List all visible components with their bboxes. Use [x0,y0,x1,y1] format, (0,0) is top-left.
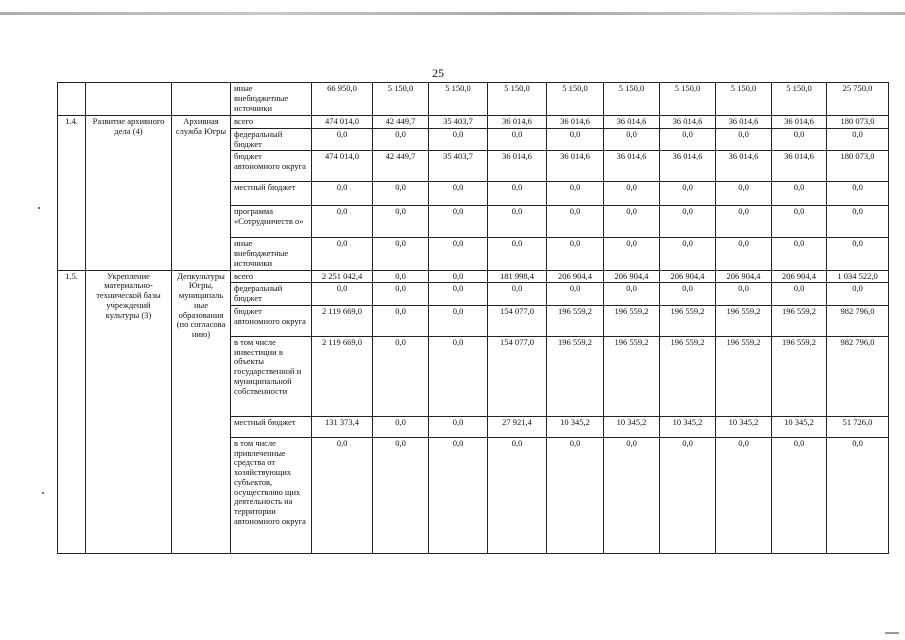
amount-cell: 196 559,2 [604,336,660,416]
amount-cell: 1 034 522,0 [827,270,889,283]
amount-cell: 5 150,0 [716,83,772,116]
amount-cell: 0,0 [429,128,488,151]
item-number: 1.5. [58,270,86,553]
amount-cell: 0,0 [547,437,604,553]
amount-cell: 35 403,7 [429,151,488,182]
amount-cell: 0,0 [429,305,488,336]
table-row [58,270,889,283]
amount-cell: 196 559,2 [716,305,772,336]
funding-source-label: иные внебюджетные источники [231,238,312,270]
amount-cell: 0,0 [604,182,660,206]
scan-corner-artifact [885,632,899,634]
amount-cell: 10 345,2 [772,416,827,437]
amount-cell: 474 014,0 [312,116,373,129]
amount-cell: 154 077,0 [488,336,547,416]
amount-cell: 0,0 [604,238,660,270]
amount-cell: 5 150,0 [547,83,604,116]
amount-cell: 131 373,4 [312,416,373,437]
amount-cell: 36 014,6 [547,151,604,182]
empty-cell [58,83,86,116]
amount-cell: 10 345,2 [716,416,772,437]
amount-cell: 5 150,0 [604,83,660,116]
amount-cell: 25 750,0 [827,83,889,116]
amount-cell: 0,0 [429,283,488,306]
amount-cell: 0,0 [827,437,889,553]
amount-cell: 0,0 [488,206,547,238]
amount-cell: 5 150,0 [660,83,716,116]
amount-cell: 5 150,0 [373,83,429,116]
amount-cell: 0,0 [312,437,373,553]
amount-cell: 0,0 [547,206,604,238]
amount-cell: 0,0 [312,128,373,151]
amount-cell: 180 073,0 [827,116,889,129]
amount-cell: 0,0 [547,283,604,306]
amount-cell: 154 077,0 [488,305,547,336]
amount-cell: 474 014,0 [312,151,373,182]
amount-cell: 0,0 [373,416,429,437]
funding-source-label: в том числе инвестиции в объекты государственной и муниципальной собственности [231,336,312,416]
funding-source-label: бюджет автономного округа [231,151,312,182]
funding-source-label: всего [231,270,312,283]
amount-cell: 0,0 [429,206,488,238]
empty-cell [172,83,231,116]
amount-cell: 0,0 [660,283,716,306]
amount-cell: 180 073,0 [827,151,889,182]
amount-cell: 206 904,4 [716,270,772,283]
amount-cell: 0,0 [660,128,716,151]
amount-cell: 0,0 [373,437,429,553]
amount-cell: 196 559,2 [772,336,827,416]
amount-cell: 206 904,4 [604,270,660,283]
amount-cell: 36 014,6 [547,116,604,129]
amount-cell: 0,0 [429,416,488,437]
financing-table [57,82,889,554]
amount-cell: 0,0 [772,206,827,238]
amount-cell: 0,0 [547,128,604,151]
amount-cell: 0,0 [660,238,716,270]
amount-cell: 0,0 [827,238,889,270]
amount-cell: 196 559,2 [604,305,660,336]
amount-cell: 42 449,7 [373,151,429,182]
amount-cell: 0,0 [716,238,772,270]
amount-cell: 196 559,2 [547,336,604,416]
amount-cell: 0,0 [827,128,889,151]
empty-cell [86,83,172,116]
amount-cell: 0,0 [312,182,373,206]
amount-cell: 36 014,6 [660,151,716,182]
amount-cell: 10 345,2 [660,416,716,437]
table-row [58,83,889,116]
amount-cell: 0,0 [660,437,716,553]
amount-cell: 0,0 [716,283,772,306]
amount-cell: 0,0 [373,305,429,336]
amount-cell: 206 904,4 [772,270,827,283]
amount-cell: 0,0 [716,128,772,151]
amount-cell: 0,0 [660,206,716,238]
amount-cell: 0,0 [604,283,660,306]
amount-cell: 66 950,0 [312,83,373,116]
amount-cell: 206 904,4 [547,270,604,283]
amount-cell: 0,0 [429,270,488,283]
amount-cell: 10 345,2 [604,416,660,437]
amount-cell: 196 559,2 [547,305,604,336]
amount-cell: 0,0 [429,182,488,206]
amount-cell: 0,0 [373,283,429,306]
amount-cell: 36 014,6 [772,151,827,182]
amount-cell: 0,0 [373,270,429,283]
funding-source-label: всего [231,116,312,129]
amount-cell: 0,0 [716,206,772,238]
amount-cell: 36 014,6 [716,151,772,182]
amount-cell: 36 014,6 [660,116,716,129]
amount-cell: 196 559,2 [660,305,716,336]
amount-cell: 0,0 [547,238,604,270]
amount-cell: 0,0 [827,182,889,206]
amount-cell: 0,0 [716,437,772,553]
amount-cell: 0,0 [373,182,429,206]
item-number: 1.4. [58,116,86,271]
amount-cell: 36 014,6 [716,116,772,129]
amount-cell: 5 150,0 [488,83,547,116]
item-executor: Архивная служба Югры [172,116,231,271]
amount-cell: 181 998,4 [488,270,547,283]
amount-cell: 206 904,4 [660,270,716,283]
amount-cell: 36 014,6 [604,151,660,182]
amount-cell: 0,0 [827,283,889,306]
amount-cell: 0,0 [429,336,488,416]
funding-source-label: иные внебюджетные источники [231,83,312,116]
amount-cell: 0,0 [604,437,660,553]
amount-cell: 0,0 [772,283,827,306]
amount-cell: 0,0 [488,283,547,306]
funding-source-label: программа «Сотрудничеств о» [231,206,312,238]
item-name: Укрепление материально-технической базы учреждений культуры (3) [86,270,172,553]
amount-cell: 196 559,2 [716,336,772,416]
amount-cell: 982 796,0 [827,336,889,416]
amount-cell: 51 726,0 [827,416,889,437]
amount-cell: 0,0 [488,128,547,151]
item-name: Развитие архивного дела (4) [86,116,172,271]
amount-cell: 2 119 669,0 [312,336,373,416]
amount-cell: 0,0 [312,206,373,238]
amount-cell: 2 119 669,0 [312,305,373,336]
funding-source-label: местный бюджет [231,182,312,206]
amount-cell: 0,0 [604,206,660,238]
amount-cell: 0,0 [772,128,827,151]
amount-cell: 0,0 [312,283,373,306]
amount-cell: 0,0 [488,182,547,206]
amount-cell: 0,0 [660,182,716,206]
amount-cell: 42 449,7 [373,116,429,129]
amount-cell: 0,0 [772,238,827,270]
amount-cell: 35 403,7 [429,116,488,129]
amount-cell: 0,0 [547,182,604,206]
amount-cell: 0,0 [772,182,827,206]
funding-source-label: федеральный бюджет [231,128,312,151]
amount-cell: 0,0 [373,206,429,238]
amount-cell: 36 014,6 [488,151,547,182]
amount-cell: 0,0 [488,238,547,270]
amount-cell: 36 014,6 [772,116,827,129]
amount-cell: 0,0 [827,206,889,238]
amount-cell: 0,0 [373,336,429,416]
scan-edge-artifact [0,12,905,15]
funding-source-label: бюджет автономного округа [231,305,312,336]
amount-cell: 0,0 [429,437,488,553]
funding-source-label: местный бюджет [231,416,312,437]
amount-cell: 36 014,6 [488,116,547,129]
amount-cell: 0,0 [488,437,547,553]
funding-source-label: федеральный бюджет [231,283,312,306]
item-executor: Депкультуры Югры, муниципаль ные образования (по согласова нию) [172,270,231,553]
amount-cell: 27 921,4 [488,416,547,437]
amount-cell: 982 796,0 [827,305,889,336]
amount-cell: 0,0 [373,128,429,151]
table-row [58,116,889,129]
amount-cell: 0,0 [604,128,660,151]
amount-cell: 196 559,2 [772,305,827,336]
amount-cell: 0,0 [429,238,488,270]
scan-dot [42,492,44,494]
page-number: 25 [432,66,444,80]
amount-cell: 196 559,2 [660,336,716,416]
scan-dot [38,207,40,209]
amount-cell: 0,0 [716,182,772,206]
amount-cell: 2 251 042,4 [312,270,373,283]
amount-cell: 0,0 [312,238,373,270]
amount-cell: 0,0 [772,437,827,553]
amount-cell: 5 150,0 [429,83,488,116]
funding-source-label: в том числе привлеченные средства от хозяйствующих субъектов, осуществляю щих деятельность на территории автономного округа [231,437,312,553]
amount-cell: 36 014,6 [604,116,660,129]
amount-cell: 5 150,0 [772,83,827,116]
amount-cell: 0,0 [373,238,429,270]
amount-cell: 10 345,2 [547,416,604,437]
